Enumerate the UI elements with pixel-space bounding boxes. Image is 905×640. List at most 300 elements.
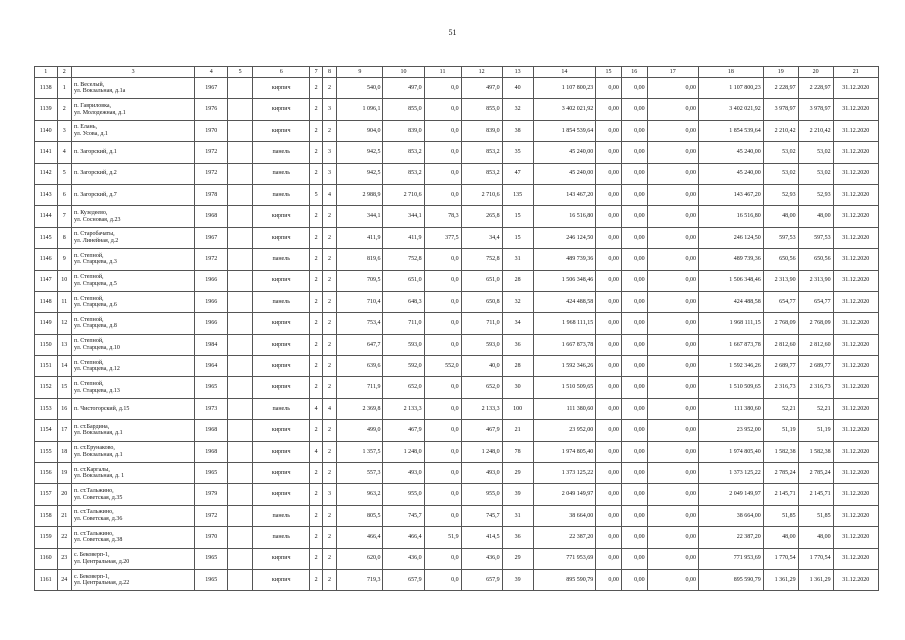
table-cell: 650,56 [798,249,833,270]
table-cell: 1967 [195,78,228,99]
table-cell: 436,0 [383,548,424,569]
table-cell: 11 [57,291,71,312]
table-cell: 2 [322,377,336,398]
table-cell: 1972 [195,249,228,270]
table-cell: 2 316,73 [763,377,798,398]
table-cell: 652,0 [461,377,502,398]
table-cell: 39 [502,484,533,505]
table-cell: 0,00 [647,463,698,484]
table-cell: 2 [322,313,336,334]
table-cell: 45 240,00 [698,163,763,184]
table-cell: 1 770,54 [798,548,833,569]
table-cell: 1 361,29 [763,569,798,590]
table-cell: 48,00 [798,206,833,227]
table-cell: 0,00 [647,270,698,291]
table-cell [228,206,253,227]
table-cell: 30 [502,377,533,398]
table-cell: кирпич [252,463,310,484]
table-cell: кирпич [252,548,310,569]
table-cell [228,163,253,184]
table-cell: 48,00 [763,206,798,227]
table-cell: кирпич [252,78,310,99]
table-cell: 0,00 [621,484,647,505]
table-cell [228,249,253,270]
table-cell: 24 [57,569,71,590]
table-cell: 2 [310,334,322,355]
table-cell: п. Степной, ул. Старцева, д.3 [72,249,195,270]
table-cell: 7 [57,206,71,227]
table-cell: 52,21 [798,398,833,419]
table-cell: 597,53 [798,227,833,248]
table-cell: 1966 [195,313,228,334]
table-cell: 31.12.2020 [833,142,878,163]
table-cell: панель [252,398,310,419]
table-row [35,334,879,355]
table-cell: 1968 [195,441,228,462]
table-cell: 0,0 [424,270,461,291]
table-cell: 1 510 509,65 [698,377,763,398]
table-cell: 942,5 [337,142,383,163]
table-cell: 22 387,20 [698,527,763,548]
table-cell: 14 [57,356,71,377]
table-cell: 0,00 [647,206,698,227]
table-cell: 31.12.2020 [833,505,878,526]
table-cell: 31.12.2020 [833,356,878,377]
table-cell: 654,77 [763,291,798,312]
table-row [35,184,879,205]
table-cell: 0,00 [621,313,647,334]
table-cell: 1154 [35,420,58,441]
table-cell: 1 854 539,64 [533,120,596,141]
table-cell: 2 785,24 [798,463,833,484]
table-cell: 2 [322,441,336,462]
page-number: 51 [448,28,457,37]
table-cell: 489 739,36 [533,249,596,270]
table-cell: 2 768,09 [763,313,798,334]
table-cell: п. Гавриловка, ул. Молодежная, д.1 [72,99,195,120]
table-cell: 2 [310,291,322,312]
table-cell: 38 [502,120,533,141]
column-header-21: 21 [833,67,878,78]
table-cell: 1146 [35,249,58,270]
table-cell: 752,8 [461,249,502,270]
table-row [35,377,879,398]
table-cell: 2 228,97 [763,78,798,99]
table-cell: 31.12.2020 [833,184,878,205]
table-cell: 2 145,71 [763,484,798,505]
table-cell: 2 369,8 [337,398,383,419]
table-cell: 3 [322,163,336,184]
table-row [35,356,879,377]
table-cell: 344,1 [383,206,424,227]
table-cell: 1 506 348,46 [698,270,763,291]
table-cell: кирпич [252,206,310,227]
table-row [35,548,879,569]
table-cell: 2 [322,78,336,99]
table-cell: 19 [57,463,71,484]
table-cell: 2 210,42 [763,120,798,141]
table-cell: 29 [502,548,533,569]
table-cell: 955,0 [461,484,502,505]
table-cell: 853,2 [383,163,424,184]
table-cell: панель [252,527,310,548]
table-cell: 2 [310,270,322,291]
table-cell [228,484,253,505]
table-cell: 1 592 346,26 [698,356,763,377]
table-cell: 0,0 [424,99,461,120]
table-cell: 32 [502,99,533,120]
table-cell: п. ст.Тальжино, ул. Советская, д.38 [72,527,195,548]
table-cell: 6 [57,184,71,205]
table-cell: 0,00 [596,270,622,291]
column-header-15: 15 [596,67,622,78]
table-cell: 0,00 [596,441,622,462]
table-cell: 0,00 [596,377,622,398]
table-cell: 1145 [35,227,58,248]
table-row [35,78,879,99]
table-cell: 2 [322,206,336,227]
table-cell: 4 [57,142,71,163]
table-cell: 1965 [195,377,228,398]
table-cell: 0,0 [424,420,461,441]
table-cell: 1141 [35,142,58,163]
table-cell: 40 [502,78,533,99]
table-cell: 9 [57,249,71,270]
table-cell: 424 488,58 [533,291,596,312]
table-cell: 1139 [35,99,58,120]
table-cell: 1155 [35,441,58,462]
table-cell: п. Чистогорский, д.15 [72,398,195,419]
table-cell: 31.12.2020 [833,78,878,99]
table-cell: 0,00 [596,163,622,184]
table-cell: 493,0 [461,463,502,484]
table-cell: 31.12.2020 [833,270,878,291]
table-cell: кирпич [252,270,310,291]
table-cell: 853,2 [461,142,502,163]
table-cell: 4 [310,441,322,462]
table-cell: 377,5 [424,227,461,248]
table-cell: 4 [310,398,322,419]
table-cell: 0,00 [647,227,698,248]
table-cell: 2 133,3 [461,398,502,419]
table-cell: 16 516,80 [533,206,596,227]
table-cell [228,527,253,548]
table-cell: 0,00 [647,120,698,141]
table-cell: 648,3 [383,291,424,312]
table-cell: 620,0 [337,548,383,569]
table-cell: 15 [502,206,533,227]
table-cell: 21 [502,420,533,441]
table-cell: 719,3 [337,569,383,590]
table-cell: 2 710,6 [461,184,502,205]
table-cell: 647,7 [337,334,383,355]
table-cell: 1968 [195,420,228,441]
table-cell: 1138 [35,78,58,99]
table-cell: 15 [57,377,71,398]
table-cell: 1 373 125,22 [533,463,596,484]
table-cell: панель [252,142,310,163]
column-header-16: 16 [621,67,647,78]
table-row [35,120,879,141]
table-cell: 0,00 [596,398,622,419]
table-cell: 0,00 [647,527,698,548]
table-cell: 1976 [195,99,228,120]
table-cell: 2 049 149,97 [533,484,596,505]
table-cell: 18 [57,441,71,462]
table-cell: 1150 [35,334,58,355]
table-cell: 1968 [195,206,228,227]
table-cell: 0,00 [647,99,698,120]
table-cell: 0,00 [647,484,698,505]
table-cell: 31.12.2020 [833,441,878,462]
table-cell: 0,0 [424,249,461,270]
table-cell: 143 467,20 [533,184,596,205]
table-cell: 1159 [35,527,58,548]
table-cell: 45 240,00 [533,142,596,163]
table-cell: 0,00 [621,505,647,526]
table-cell [228,99,253,120]
table-cell [228,78,253,99]
table-cell: 0,00 [596,78,622,99]
table-row [35,569,879,590]
table-cell: 0,00 [621,184,647,205]
table-cell: 1 974 805,40 [533,441,596,462]
table-cell: 2 [310,356,322,377]
table-cell: 0,0 [424,569,461,590]
table-cell: 2 [310,227,322,248]
column-header-11: 11 [424,67,461,78]
table-cell: 0,00 [621,163,647,184]
table-cell: 552,0 [424,356,461,377]
table-cell: п. ст.Тальжино, ул. Советская, д.35 [72,484,195,505]
table-cell [228,227,253,248]
table-cell: 1157 [35,484,58,505]
table-cell: 3 402 021,92 [533,99,596,120]
table-cell: 0,00 [596,505,622,526]
table-cell: 2 133,3 [383,398,424,419]
table-cell: 12 [57,313,71,334]
table-cell [228,398,253,419]
table-cell: кирпич [252,441,310,462]
table-cell: 1 592 346,26 [533,356,596,377]
table-cell: 143 467,20 [698,184,763,205]
table-cell: 17 [57,420,71,441]
table-cell: 45 240,00 [698,142,763,163]
table-cell: 1965 [195,569,228,590]
table-cell: 955,0 [383,484,424,505]
table-cell: 2 785,24 [763,463,798,484]
table-cell: 650,56 [763,249,798,270]
table-row [35,313,879,334]
table-cell: 22 [57,527,71,548]
table-cell: 651,0 [461,270,502,291]
table-cell: 36 [502,527,533,548]
table-cell: 52,93 [798,184,833,205]
table-cell: 593,0 [461,334,502,355]
table-cell: 31.12.2020 [833,163,878,184]
table-cell: 424 488,58 [698,291,763,312]
table-cell: 4 [322,184,336,205]
table-cell: панель [252,505,310,526]
table-cell: 31.12.2020 [833,420,878,441]
table-cell: 23 952,00 [698,420,763,441]
table-cell: п. Кузедеево, ул. Сосновая, д.23 [72,206,195,227]
table-cell: 31.12.2020 [833,398,878,419]
table-cell: 0,00 [596,313,622,334]
table-header [35,67,879,78]
table-cell [228,184,253,205]
table-cell: 651,0 [383,270,424,291]
table-cell: 839,0 [383,120,424,141]
column-header-14: 14 [533,67,596,78]
table-cell: 652,0 [383,377,424,398]
table-cell: 597,53 [763,227,798,248]
table-cell: 2 [310,569,322,590]
table-cell: 1 [57,78,71,99]
table-cell: 52,93 [763,184,798,205]
table-cell: 1966 [195,291,228,312]
column-header-13: 13 [502,67,533,78]
table-cell: 1984 [195,334,228,355]
table-cell: 52,21 [763,398,798,419]
table-cell: 592,0 [383,356,424,377]
table-cell: 0,00 [621,120,647,141]
table-cell: 711,9 [337,377,383,398]
table-cell: 34,4 [461,227,502,248]
table-cell: 2 [322,120,336,141]
table-cell: 2 [322,420,336,441]
table-cell: 5 [310,184,322,205]
table-cell: 497,0 [461,78,502,99]
table-cell: 0,0 [424,313,461,334]
table-cell: 0,00 [647,249,698,270]
table-cell: 2 [310,420,322,441]
table-cell: 38 664,00 [698,505,763,526]
column-header-3: 3 [72,67,195,78]
table-cell: 0,00 [647,441,698,462]
table-cell: 0,00 [621,334,647,355]
column-header-1: 1 [35,67,58,78]
table-cell: 0,00 [621,99,647,120]
table-cell: 0,00 [596,120,622,141]
table-cell [228,441,253,462]
table-cell: 1965 [195,548,228,569]
table-cell: 1148 [35,291,58,312]
table-cell: 10 [57,270,71,291]
table-row [35,527,879,548]
table-cell: 657,9 [461,569,502,590]
table-cell: 34 [502,313,533,334]
table-cell: 1 373 125,22 [698,463,763,484]
table-cell: 2 [322,249,336,270]
table-cell: 0,00 [596,356,622,377]
table-cell: 0,00 [621,398,647,419]
table-cell: 31.12.2020 [833,463,878,484]
table-cell: 1 968 111,15 [698,313,763,334]
table-cell: 0,00 [621,270,647,291]
table-cell: панель [252,249,310,270]
table-cell: 31.12.2020 [833,227,878,248]
table-cell: 855,0 [461,99,502,120]
table-cell: 0,00 [647,142,698,163]
table-cell: 557,3 [337,463,383,484]
table-cell: 411,9 [383,227,424,248]
table-cell: 499,0 [337,420,383,441]
table-cell: 497,0 [383,78,424,99]
table-cell: 0,0 [424,163,461,184]
table-cell: 1965 [195,463,228,484]
column-header-17: 17 [647,67,698,78]
table-cell: 2 316,73 [798,377,833,398]
table-cell: 0,0 [424,505,461,526]
table-cell: 0,0 [424,334,461,355]
header-row [35,67,879,78]
table-cell: 111 380,60 [698,398,763,419]
table-row [35,505,879,526]
table-cell: 2 145,71 [798,484,833,505]
table-cell: с. Бековерп-1, ул. Центральная, д.22 [72,569,195,590]
table-cell: 8 [57,227,71,248]
table-cell: 0,00 [647,377,698,398]
table-cell: 1147 [35,270,58,291]
table-cell: 753,4 [337,313,383,334]
table-cell: 0,00 [621,377,647,398]
column-header-19: 19 [763,67,798,78]
table-cell: п. Веселый, ул. Вокзальная, д.1а [72,78,195,99]
table-cell: 1 667 873,78 [533,334,596,355]
table-cell: 3 [322,484,336,505]
table-cell: 0,00 [596,142,622,163]
table-cell: 31.12.2020 [833,206,878,227]
column-header-7: 7 [310,67,322,78]
table-cell: 31.12.2020 [833,249,878,270]
table-cell: 2 689,77 [798,356,833,377]
table-cell: 711,0 [383,313,424,334]
table-cell: 31.12.2020 [833,120,878,141]
table-row [35,398,879,419]
table-cell: 1140 [35,120,58,141]
table-cell: 0,00 [647,184,698,205]
table-cell: 1 506 348,46 [533,270,596,291]
table-cell: 2 [310,463,322,484]
table-cell: 31.12.2020 [833,527,878,548]
table-cell: 0,00 [596,291,622,312]
table-cell: 38 664,00 [533,505,596,526]
table-row [35,206,879,227]
table-row [35,463,879,484]
column-header-10: 10 [383,67,424,78]
table-cell: п. ст.Бардина, ул. Вокзальная, д.1 [72,420,195,441]
table-cell: 246 124,50 [698,227,763,248]
table-cell: 31.12.2020 [833,291,878,312]
table-cell: 963,2 [337,484,383,505]
table-cell: п. Степной, ул. Старцева, д.8 [72,313,195,334]
table-row [35,99,879,120]
table-cell [228,548,253,569]
table-cell: 21 [57,505,71,526]
table-cell: 28 [502,356,533,377]
table-cell: 48,00 [798,527,833,548]
table-cell: кирпич [252,120,310,141]
table-cell: 1144 [35,206,58,227]
table-cell: 51,85 [763,505,798,526]
table-cell: 493,0 [383,463,424,484]
table-cell: 1 248,0 [461,441,502,462]
table-cell: кирпич [252,227,310,248]
table-cell: 78 [502,441,533,462]
table-cell: 895 590,79 [533,569,596,590]
table-cell: 2 [310,163,322,184]
